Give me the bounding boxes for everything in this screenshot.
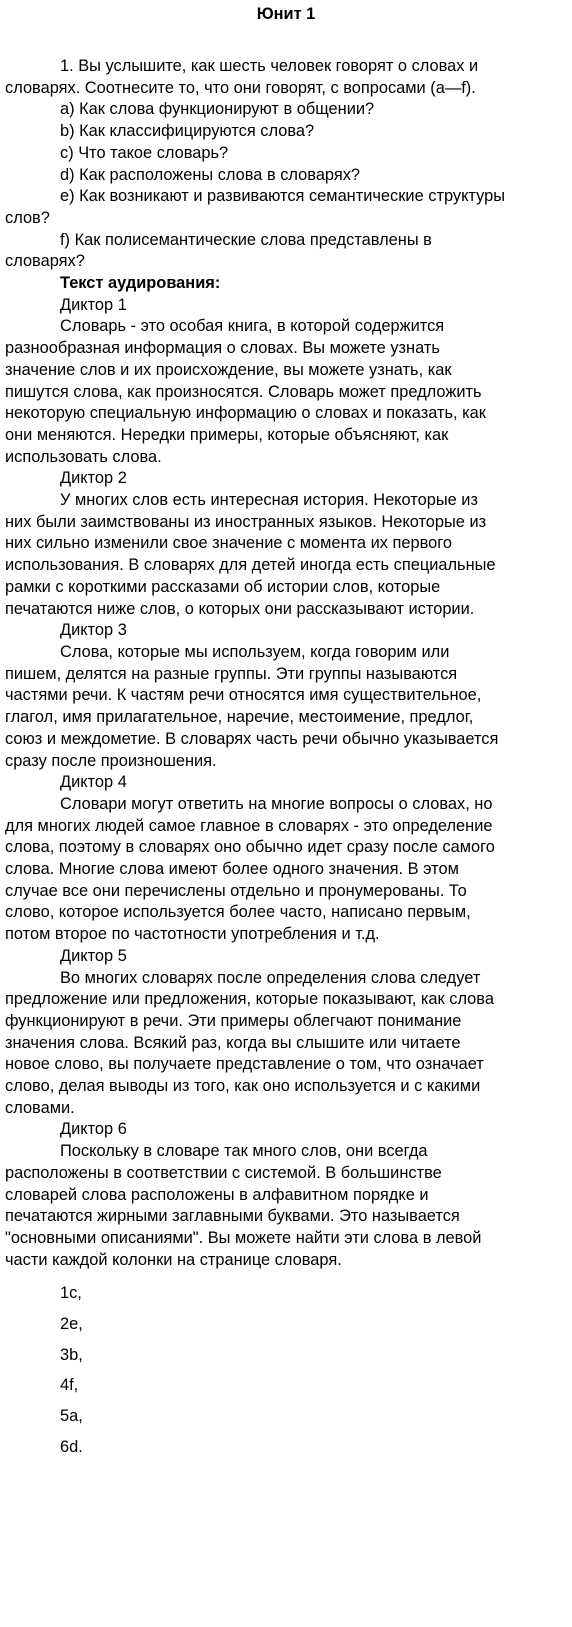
question-b: b) Как классифицируются слова? [60,122,315,141]
speaker-6-text: Поскольку в словаре так много слов, они всегда расположены в соответствии с системой. В большинстве словарей слова расположены в алфавитном порядке и печатаются жирными заглавными буквами. Это называется "основными описаниями". Вы можете найти эти слова в левой части каждой колонки на странице словаря. [5,1142,482,1269]
speaker-2-text: У многих слов есть интересная история. Некоторые из них были заимствованы из иностранных языков. Некоторые из них сильно изменили свое значение с момента их первого использования. В словарях для детей иногда есть специальные рамки с короткими рассказами об истории слов, которые печатаются ниже слов, о которых они рассказывают истории. [5,491,496,618]
speaker-1-text: Словарь - это особая книга, в которой содержится разнообразная информация о словах. Вы можете узнать значение слов и их происхождение, вы можете узнать, как пишутся слова, как произносятся. Словарь может предложить некоторую специальную информацию о словах и показать, как они меняются. Нередки примеры, которые объясняют, как использовать слова. [5,317,486,466]
speaker-6-label: Диктор 6 [60,1120,127,1139]
question-a: a) Как слова функционируют в общении? [60,100,375,119]
answer-item: 6d. [60,1437,83,1456]
answer-item: 3b, [60,1345,83,1364]
question-d: d) Как расположены слова в словарях? [60,165,361,184]
speaker-4-label: Диктор 4 [60,773,127,792]
speaker-5-label: Диктор 5 [60,946,127,965]
speaker-4-text: Словари могут ответить на многие вопросы о словах, но для многих людей самое главное в словарях - это определение слова, поэтому в словарях оно обычно идет сразу после самого слова. Многие слова имеют более одного значения. В этом случае все они перечислены отдельно и пронумерованы. То слово, которое используется более часто, написано первым, потом второе по частотности употребления и т.д. [5,794,495,944]
listening-heading: Текст аудирования: [60,274,221,293]
question-c: c) Что такое словарь? [60,143,229,162]
speaker-5-text: Во многих словарях после определения слова следует предложение или предложения, которые показывают, как слова функционируют в речи. Эти примеры облегчают понимание значения слова. Всякий раз, когда вы слышите или читаете новое слово, вы получаете представление о том, что означает слово, делая выводы из того, как оно используется и с какими словами. [5,968,494,1117]
task-instruction: 1. Вы услышите, как шесть человек говорят о словах и словарях. Соотнесите то, что они говорят, с вопросами (a—f). [5,57,479,97]
question-f: f) Как полисемантические слова представлены в словарях? [5,230,432,271]
page-title: Юнит 1 [256,5,316,23]
document-body [5,56,565,1271]
answer-item: 4f, [60,1376,79,1395]
speaker-2-label: Диктор 2 [60,469,127,488]
answer-key [60,1283,83,1468]
answer-item: 2e, [60,1314,83,1333]
speaker-1-label: Диктор 1 [60,295,127,314]
speaker-3-text: Слова, которые мы используем, когда говорим или пишем, делятся на разные группы. Эти группы называются частями речи. К частям речи относятся имя существительное, глагол, имя прилагательное, наречие, местоимение, предлог, союз и междометие. В словарях часть речи обычно указывается сразу после произношения. [5,642,499,770]
answer-item: 1c, [60,1284,82,1302]
speaker-3-label: Диктор 3 [60,621,127,640]
answer-item: 5a, [60,1407,83,1426]
question-e: e) Как возникают и развиваются семантические структуры слов? [5,187,506,227]
